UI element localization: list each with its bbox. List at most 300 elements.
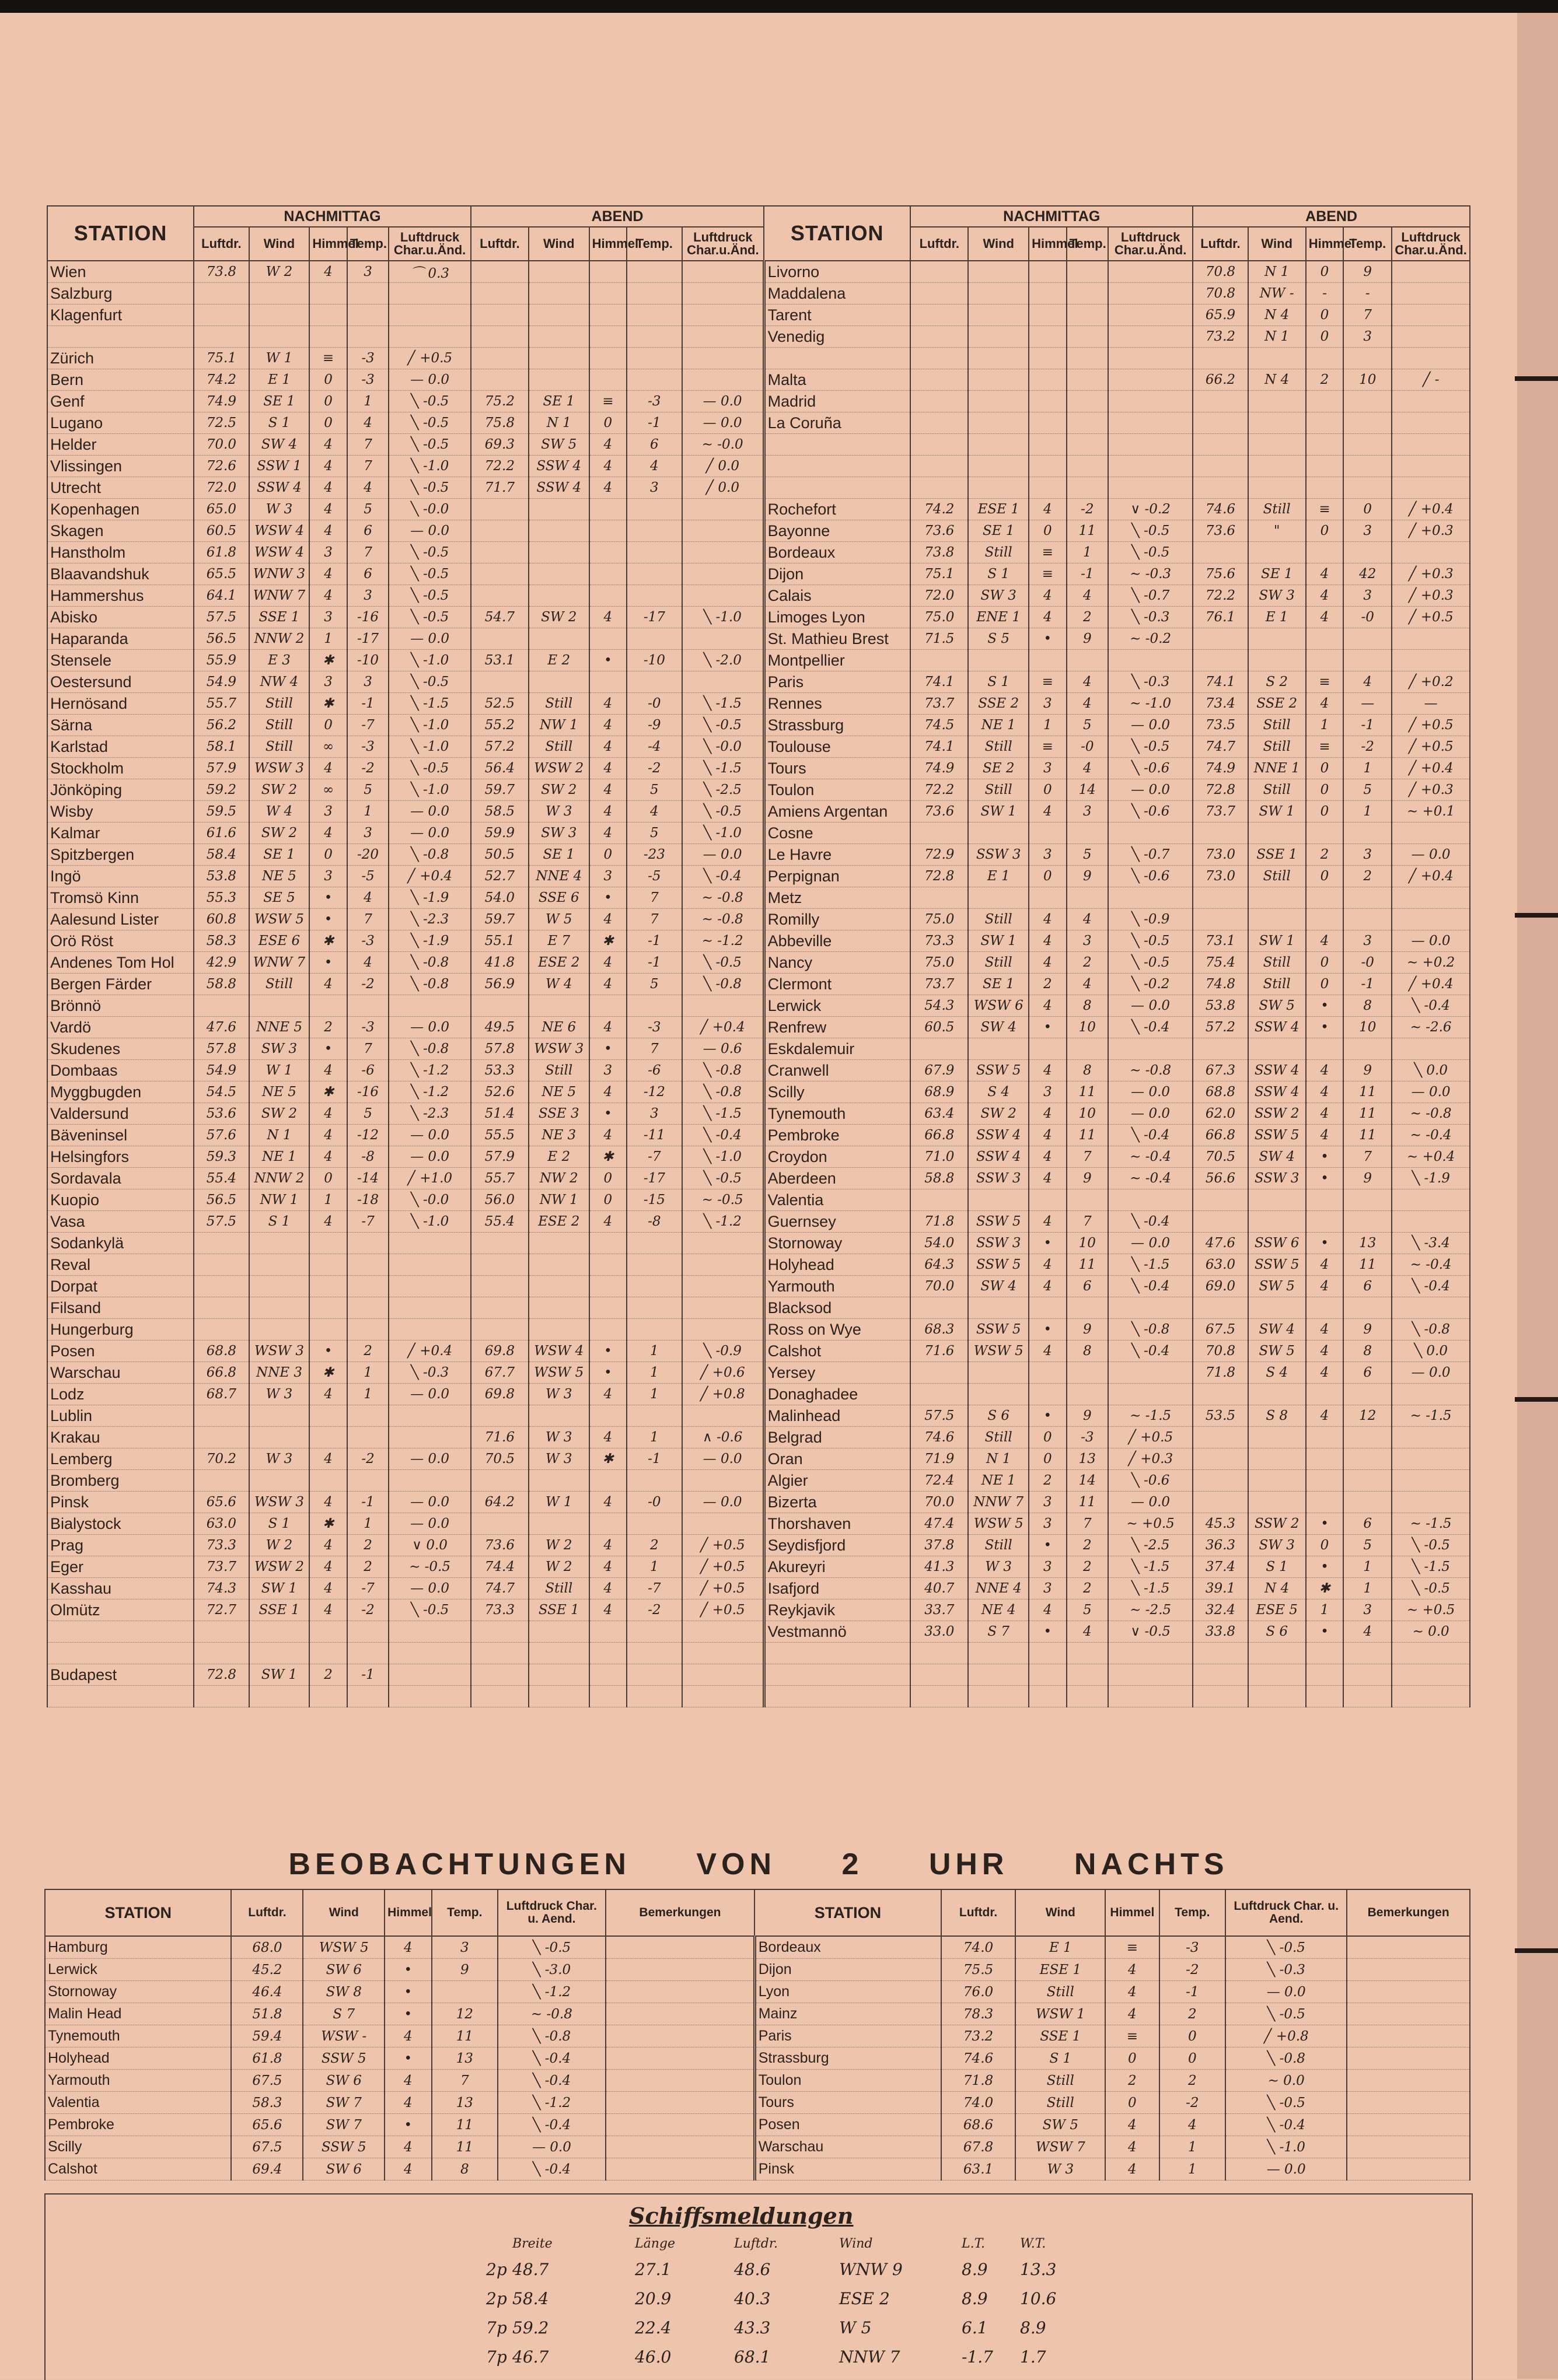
afternoon-value: 0 (309, 391, 347, 412)
night-value (1347, 1959, 1470, 1981)
evening-value: 55.2 (471, 715, 529, 736)
evening-value (589, 1643, 627, 1664)
evening-value: 65.9 (1193, 304, 1248, 326)
afternoon-value: -2 (347, 1448, 389, 1470)
afternoon-value: WSW 4 (249, 520, 310, 542)
afternoon-value (1067, 326, 1108, 348)
evening-value (1392, 412, 1470, 434)
afternoon-value: 2 (347, 1340, 389, 1362)
afternoon-value (1108, 1362, 1193, 1384)
afternoon-value: SSW 5 (968, 1211, 1029, 1233)
station-name: Amiens Argentan (764, 801, 910, 822)
ship-reports-box (44, 2193, 1473, 2380)
evening-value: -4 (627, 736, 682, 758)
evening-value (589, 671, 627, 693)
station-name: Lerwick (764, 995, 910, 1017)
afternoon-value: SW 4 (968, 1276, 1029, 1297)
evening-value: 73.5 (1193, 715, 1248, 736)
evening-value: 7 (1343, 304, 1392, 326)
afternoon-value (249, 1405, 310, 1427)
afternoon-value: SW 1 (968, 801, 1029, 822)
evening-value: Still (1248, 715, 1306, 736)
afternoon-value (1108, 1038, 1193, 1060)
table-row (47, 369, 1470, 391)
afternoon-value (910, 412, 968, 434)
evening-value (529, 564, 589, 585)
table-row (47, 1643, 1470, 1664)
ship-report-value: 40.3 (734, 2289, 771, 2308)
evening-value: • (1306, 1556, 1344, 1578)
station-name: Skagen (47, 520, 194, 542)
evening-value: 74.7 (1193, 736, 1248, 758)
station-name: Calshot (764, 1340, 910, 1362)
table-row (45, 2070, 1470, 2092)
afternoon-value (347, 1233, 389, 1254)
evening-value: 4 (589, 909, 627, 930)
station-name: Bordeaux (764, 542, 910, 564)
afternoon-value: 75.0 (910, 607, 968, 628)
afternoon-value: • (1029, 628, 1067, 650)
evening-value (529, 369, 589, 391)
afternoon-value (1067, 887, 1108, 909)
afternoon-value (347, 1621, 389, 1643)
afternoon-value: 61.6 (194, 822, 249, 844)
evening-value (682, 304, 764, 326)
afternoon-value: 56.2 (194, 715, 249, 736)
evening-value (1306, 348, 1344, 369)
evening-value (471, 1233, 529, 1254)
afternoon-value: 67.9 (910, 1060, 968, 1082)
afternoon-value: -6 (347, 1060, 389, 1082)
evening-value (627, 1254, 682, 1276)
evening-value: -6 (627, 1060, 682, 1082)
evening-value (471, 628, 529, 650)
night-value: ╲ -0.4 (498, 2114, 606, 2136)
night-value: -2 (1159, 1959, 1226, 1981)
evening-value: ╱ 0.0 (682, 477, 764, 499)
evening-value: 37.4 (1193, 1556, 1248, 1578)
afternoon-value: 71.9 (910, 1448, 968, 1470)
col-pressure: Luftdr. (910, 227, 968, 261)
evening-value: 4 (1306, 1103, 1344, 1125)
evening-value (682, 1319, 764, 1340)
afternoon-value: • (1029, 1233, 1067, 1254)
afternoon-value (1108, 650, 1193, 671)
evening-value: 74.1 (1193, 671, 1248, 693)
night-value: SW 8 (303, 1981, 385, 2003)
afternoon-value: 54.3 (910, 995, 968, 1017)
afternoon-value (1108, 369, 1193, 391)
station-name: Vasa (47, 1211, 194, 1233)
evening-value (627, 1643, 682, 1664)
evening-value: SSE 1 (1248, 844, 1306, 866)
afternoon-value: SSW 5 (968, 1319, 1029, 1340)
station-name: Belgrad (764, 1427, 910, 1448)
station-name: Tromsö Kinn (47, 887, 194, 909)
afternoon-value (910, 326, 968, 348)
afternoon-value (309, 1254, 347, 1276)
afternoon-value (910, 391, 968, 412)
evening-value (1306, 1427, 1344, 1448)
station-name: Pinsk (754, 2158, 941, 2180)
evening-value: — 0.0 (1392, 930, 1470, 952)
afternoon-value (194, 1621, 249, 1643)
station-name: Nancy (764, 952, 910, 974)
afternoon-value: 4 (309, 499, 347, 520)
afternoon-value (249, 1254, 310, 1276)
night-value (1347, 1981, 1470, 2003)
evening-value: -17 (627, 1168, 682, 1189)
evening-value: ∼ +0.5 (1392, 1600, 1470, 1621)
afternoon-value: SE 1 (249, 391, 310, 412)
afternoon-value: 5 (1067, 715, 1108, 736)
evening-value: ╲ -0.0 (682, 736, 764, 758)
evening-value: 0 (589, 844, 627, 866)
afternoon-value: 55.4 (194, 1168, 249, 1189)
col-wind: Wind (1248, 227, 1306, 261)
afternoon-value: SW 2 (249, 779, 310, 801)
afternoon-value (194, 995, 249, 1017)
evening-value (529, 1621, 589, 1643)
afternoon-value: 0 (1029, 1427, 1067, 1448)
evening-value: ╱ +0.4 (1392, 974, 1470, 995)
main-observation-table (47, 205, 1470, 1707)
evening-value: -9 (627, 715, 682, 736)
evening-value: 3 (1343, 326, 1392, 348)
evening-value: 73.0 (1193, 866, 1248, 887)
afternoon-value: 68.8 (194, 1340, 249, 1362)
afternoon-value (347, 1470, 389, 1492)
afternoon-value: 73.7 (910, 693, 968, 715)
afternoon-value: -3 (347, 930, 389, 952)
table-row (47, 283, 1470, 304)
evening-value: ╲ -0.5 (682, 952, 764, 974)
afternoon-value: • (1029, 1621, 1067, 1643)
evening-value: • (589, 1038, 627, 1060)
afternoon-value (968, 283, 1029, 304)
evening-value (589, 628, 627, 650)
evening-value: 3 (1343, 585, 1392, 607)
station-name: Bern (47, 369, 194, 391)
afternoon-value: 66.8 (194, 1362, 249, 1384)
evening-value: SW 2 (529, 607, 589, 628)
afternoon-value: -3 (347, 348, 389, 369)
station-name: Toulouse (764, 736, 910, 758)
station-name (764, 348, 910, 369)
station-name: Ingö (47, 866, 194, 887)
night-value: 68.6 (941, 2114, 1016, 2136)
afternoon-value: -18 (347, 1189, 389, 1211)
evening-value: W 5 (529, 909, 589, 930)
evening-value: ╲ -1.0 (682, 1146, 764, 1168)
table-row (47, 456, 1470, 477)
afternoon-value: 74.9 (910, 758, 968, 779)
evening-value (471, 1513, 529, 1535)
night-value: 45.2 (231, 1959, 303, 1981)
afternoon-value: 57.5 (194, 607, 249, 628)
evening-value (627, 1621, 682, 1643)
afternoon-value: — 0.0 (389, 1448, 471, 1470)
evening-value (1248, 1664, 1306, 1686)
table-row (47, 391, 1470, 412)
evening-value: 4 (1306, 564, 1344, 585)
evening-value (529, 1276, 589, 1297)
night-value: 67.5 (231, 2136, 303, 2158)
afternoon-value: 2 (1029, 974, 1067, 995)
night-col-sky: Himmel (1105, 1889, 1159, 1936)
evening-value (1248, 542, 1306, 564)
afternoon-value: 4 (1067, 693, 1108, 715)
evening-value (627, 304, 682, 326)
evening-value: W 1 (529, 1492, 589, 1513)
afternoon-value (910, 1038, 968, 1060)
evening-value (1248, 909, 1306, 930)
evening-value (1343, 1384, 1392, 1405)
evening-value (627, 1470, 682, 1492)
afternoon-value: ≡ (1029, 564, 1067, 585)
evening-value: 56.4 (471, 758, 529, 779)
evening-value (1248, 1470, 1306, 1492)
evening-value: ∼ -0.4 (1392, 1125, 1470, 1146)
station-name: Hammershus (47, 585, 194, 607)
evening-value: 4 (1306, 1405, 1344, 1427)
afternoon-value (1067, 283, 1108, 304)
evening-value (1248, 887, 1306, 909)
evening-value (682, 369, 764, 391)
evening-value (529, 1643, 589, 1664)
night-value: ╲ -0.5 (498, 1936, 606, 1959)
station-name: Vardö (47, 1017, 194, 1038)
table-row (47, 758, 1470, 779)
afternoon-value: — 0.0 (389, 801, 471, 822)
evening-value: -2 (627, 1600, 682, 1621)
night-value: SSW 5 (303, 2136, 385, 2158)
evening-value (1306, 456, 1344, 477)
afternoon-value: ╱ +0.4 (389, 866, 471, 887)
night-value: 2 (1159, 2070, 1226, 2092)
evening-value (682, 1664, 764, 1686)
afternoon-value: ∞ (309, 736, 347, 758)
station-name: Klagenfurt (47, 304, 194, 326)
afternoon-value (968, 1384, 1029, 1405)
station-name: Ross on Wye (764, 1319, 910, 1340)
afternoon-value: 5 (347, 499, 389, 520)
station-name: Hamburg (45, 1936, 231, 1959)
afternoon-value: 47.4 (910, 1513, 968, 1535)
night-value: ╲ -0.5 (1225, 2003, 1347, 2025)
afternoon-value: ╲ -0.3 (1108, 607, 1193, 628)
evening-value: 4 (1306, 1082, 1344, 1103)
station-name: Oran (764, 1448, 910, 1470)
night-value (1347, 2114, 1470, 2136)
station-name: Romilly (764, 909, 910, 930)
afternoon-value: ╲ -1.2 (389, 1082, 471, 1103)
evening-value: S 1 (1248, 1556, 1306, 1578)
afternoon-value: 7 (1067, 1513, 1108, 1535)
afternoon-value: WSW 5 (968, 1340, 1029, 1362)
evening-value: 4 (627, 801, 682, 822)
afternoon-value (1067, 1297, 1108, 1319)
evening-value (1193, 1038, 1248, 1060)
evening-value: S 4 (1248, 1362, 1306, 1384)
evening-value: 4 (589, 1600, 627, 1621)
station-name: Thorshaven (764, 1513, 910, 1535)
afternoon-value: NE 1 (249, 1146, 310, 1168)
evening-value (589, 1297, 627, 1319)
table-row (47, 779, 1470, 801)
afternoon-value: 74.3 (194, 1578, 249, 1600)
afternoon-value: -14 (347, 1168, 389, 1189)
afternoon-value: 1 (309, 628, 347, 650)
afternoon-value: ╲ -1.0 (389, 715, 471, 736)
evening-value (1343, 1211, 1392, 1233)
night-value: WSW 7 (1015, 2136, 1105, 2158)
afternoon-value: ╲ -0.3 (1108, 671, 1193, 693)
afternoon-value: • (309, 1340, 347, 1362)
afternoon-group-right: NACHMITTAG (910, 206, 1193, 227)
station-name: Metz (764, 887, 910, 909)
evening-value (529, 671, 589, 693)
table-row (47, 326, 1470, 348)
afternoon-value (389, 995, 471, 1017)
evening-value: 4 (1306, 585, 1344, 607)
evening-value: 72.2 (471, 456, 529, 477)
evening-value: ╱ +0.3 (1392, 564, 1470, 585)
afternoon-value: 53.6 (194, 1103, 249, 1125)
afternoon-value (1029, 1362, 1067, 1384)
station-name: Bialystock (47, 1513, 194, 1535)
evening-value (682, 261, 764, 283)
afternoon-value (968, 261, 1029, 283)
evening-value: ✱ (1306, 1578, 1344, 1600)
evening-value: ╲ -2.0 (682, 650, 764, 671)
evening-value: ∼ +0.4 (1392, 1146, 1470, 1168)
evening-value: SE 1 (1248, 564, 1306, 585)
evening-value: ✱ (589, 1146, 627, 1168)
afternoon-value: -16 (347, 1082, 389, 1103)
afternoon-value: ∼ -0.2 (1108, 628, 1193, 650)
afternoon-value: SSE 2 (968, 693, 1029, 715)
afternoon-value (309, 1470, 347, 1492)
station-name: Krakau (47, 1427, 194, 1448)
evening-value (1193, 628, 1248, 650)
evening-value: 0 (1306, 304, 1344, 326)
afternoon-value: W 1 (249, 348, 310, 369)
station-name: Abbeville (764, 930, 910, 952)
evening-value: 51.4 (471, 1103, 529, 1125)
afternoon-value: -2 (347, 974, 389, 995)
evening-value: 2 (1306, 844, 1344, 866)
evening-value: 73.6 (471, 1535, 529, 1556)
afternoon-value (968, 822, 1029, 844)
afternoon-value: 4 (1029, 952, 1067, 974)
afternoon-value: W 3 (249, 1384, 310, 1405)
afternoon-value: 73.8 (910, 542, 968, 564)
afternoon-value (1029, 822, 1067, 844)
evening-value: 58.5 (471, 801, 529, 822)
evening-value: NW - (1248, 283, 1306, 304)
ship-report-value: 27.1 (635, 2260, 672, 2279)
table-row (47, 1427, 1470, 1448)
evening-value: SW 2 (529, 779, 589, 801)
afternoon-value: 11 (1067, 1492, 1108, 1513)
afternoon-value: 57.8 (194, 1038, 249, 1060)
table-row (47, 801, 1470, 822)
evening-value (1343, 1189, 1392, 1211)
evening-value (1193, 456, 1248, 477)
station-name (764, 1686, 910, 1707)
night-value: SSW 5 (303, 2048, 385, 2070)
afternoon-value (968, 1643, 1029, 1664)
evening-value (1306, 1492, 1344, 1513)
afternoon-value: 4 (309, 1448, 347, 1470)
night-value: 71.8 (941, 2070, 1016, 2092)
table-row (47, 520, 1470, 542)
evening-value: 5 (627, 779, 682, 801)
evening-value: N 1 (1248, 261, 1306, 283)
afternoon-value: 74.2 (910, 499, 968, 520)
afternoon-value: 61.8 (194, 542, 249, 564)
afternoon-value (389, 1643, 471, 1664)
afternoon-value (1029, 326, 1067, 348)
table-row (47, 1319, 1470, 1340)
evening-value: ╲ -0.5 (1392, 1578, 1470, 1600)
night-value: 12 (432, 2003, 498, 2025)
afternoon-value: 9 (1067, 1168, 1108, 1189)
afternoon-value: 57.5 (910, 1405, 968, 1427)
afternoon-value: SW 2 (249, 1103, 310, 1125)
station-name: Valentia (45, 2092, 231, 2114)
afternoon-value: 57.9 (194, 758, 249, 779)
evening-value: WSW 5 (529, 1362, 589, 1384)
evening-value: ∼ -2.6 (1392, 1017, 1470, 1038)
afternoon-value: NNE 3 (249, 1362, 310, 1384)
station-name: Sodankylä (47, 1233, 194, 1254)
afternoon-value (347, 283, 389, 304)
afternoon-value: WSW 3 (249, 1492, 310, 1513)
evening-value (627, 499, 682, 520)
ship-report-value: 8.9 (1020, 2318, 1046, 2337)
afternoon-value: 4 (1067, 1621, 1108, 1643)
afternoon-value: -2 (347, 1600, 389, 1621)
afternoon-value: ╲ -1.0 (389, 1211, 471, 1233)
afternoon-value: 73.7 (194, 1556, 249, 1578)
night-observations-title: BEOBACHTUNGEN VON 2 UHR NACHTS (288, 1847, 1229, 1881)
night-value: ╲ -0.8 (498, 2025, 606, 2048)
evening-value (589, 1470, 627, 1492)
afternoon-value (309, 283, 347, 304)
evening-value: 7 (1343, 1146, 1392, 1168)
evening-value (682, 1405, 764, 1427)
evening-value: 59.9 (471, 822, 529, 844)
afternoon-value: SE 5 (249, 887, 310, 909)
afternoon-value (1108, 477, 1193, 499)
evening-value (682, 628, 764, 650)
afternoon-value: ╲ -0.5 (1108, 952, 1193, 974)
col-pressure: Luftdr. (471, 227, 529, 261)
station-name: Särna (47, 715, 194, 736)
evening-value: N 4 (1248, 1578, 1306, 1600)
station-name: Blaavandshuk (47, 564, 194, 585)
station-name: Seydisfjord (764, 1535, 910, 1556)
evening-value (529, 1297, 589, 1319)
table-row (47, 1125, 1470, 1146)
night-col-pressure-change: Luftdruck Char. u. Aend. (1225, 1889, 1347, 1936)
evening-value: 67.5 (1193, 1319, 1248, 1340)
night-value: 11 (432, 2136, 498, 2158)
evening-value (1343, 348, 1392, 369)
evening-value: -3 (627, 391, 682, 412)
